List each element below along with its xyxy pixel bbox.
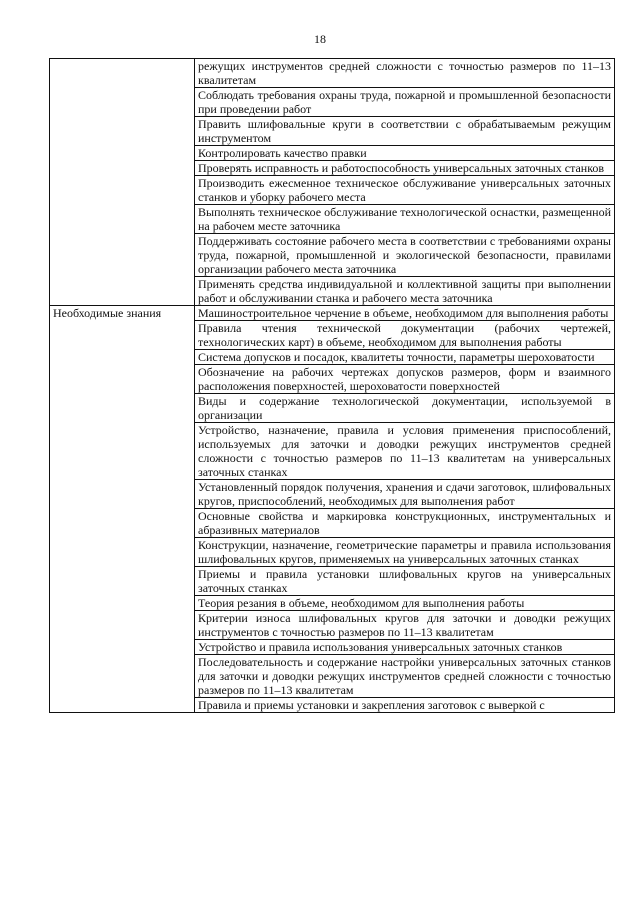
- table-cell: Обозначение на рабочих чертежах допусков размеров, форм и взаимного расположения поверхностей, шероховатости поверхностей: [195, 365, 615, 394]
- table-cell: Проверять исправность и работоспособность универсальных заточных станков: [195, 161, 615, 176]
- table-cell: Соблюдать требования охраны труда, пожарной и промышленной безопасности при проведении работ: [195, 88, 615, 117]
- table-row: [50, 306, 615, 321]
- table-cell: Производить ежесменное техническое обслуживание универсальных заточных станков и уборку рабочего места: [195, 176, 615, 205]
- table-cell: Основные свойства и маркировка конструкционных, инструментальных и абразивных материалов: [195, 509, 615, 538]
- table-cell: Система допусков и посадок, квалитеты точности, параметры шероховатости: [195, 350, 615, 365]
- section-label-skills: [50, 59, 195, 306]
- table-body: [50, 59, 615, 713]
- table-cell: Последовательность и содержание настройки универсальных заточных станков для заточки и доводки режущих инструментов средней сложности с точностью размеров по 11–13 квалитетам: [195, 655, 615, 698]
- table-cell: Машиностроительное черчение в объеме, необходимом для выполнения работы: [195, 306, 615, 321]
- table-cell: Править шлифовальные круги в соответствии с обрабатываемым режущим инструментом: [195, 117, 615, 146]
- table-cell: режущих инструментов средней сложности с точностью размеров по 11–13 квалитетам: [195, 59, 615, 88]
- table-cell: Приемы и правила установки шлифовальных кругов на универсальных заточных станках: [195, 567, 615, 596]
- table-cell: Применять средства индивидуальной и коллективной защиты при выполнении работ и обслуживании станка и рабочего места заточника: [195, 277, 615, 306]
- competency-table: [49, 58, 615, 713]
- table-cell: Поддерживать состояние рабочего места в соответствии с требованиями охраны труда, пожарной, промышленной и экологической безопасности, правилами организации рабочего места заточника: [195, 234, 615, 277]
- table-cell: Виды и содержание технологической документации, используемой в организации: [195, 394, 615, 423]
- table-row: [50, 59, 615, 88]
- table-cell: Правила чтения технической документации (рабочих чертежей, технологических карт) в объеме, необходимом для выполнения работы: [195, 321, 615, 350]
- table-cell: Установленный порядок получения, хранения и сдачи заготовок, шлифовальных кругов, приспособлений, необходимых для выполнения работ: [195, 480, 615, 509]
- page-number: 18: [314, 32, 326, 46]
- table-cell: Конструкции, назначение, геометрические параметры и правила использования шлифовальных кругов, применяемых на универсальных заточных станках: [195, 538, 615, 567]
- table-cell: Устройство и правила использования универсальных заточных станков: [195, 640, 615, 655]
- table-cell: Контролировать качество правки: [195, 146, 615, 161]
- table-cell: Выполнять техническое обслуживание технологической оснастки, размещенной на рабочем месте заточника: [195, 205, 615, 234]
- table-cell: Правила и приемы установки и закрепления заготовок с выверкой с: [195, 698, 615, 713]
- section-label-knowledge: Необходимые знания: [50, 306, 195, 713]
- table-cell: Критерии износа шлифовальных кругов для заточки и доводки режущих инструментов с точностью размеров по 11–13 квалитетам: [195, 611, 615, 640]
- table-cell: Теория резания в объеме, необходимом для выполнения работы: [195, 596, 615, 611]
- table-cell: Устройство, назначение, правила и условия применения приспособлений, используемых для заточки и доводки режущих инструментов средней сложности с точностью размеров по 11–13 квалитетам на универсальных заточных станках: [195, 423, 615, 480]
